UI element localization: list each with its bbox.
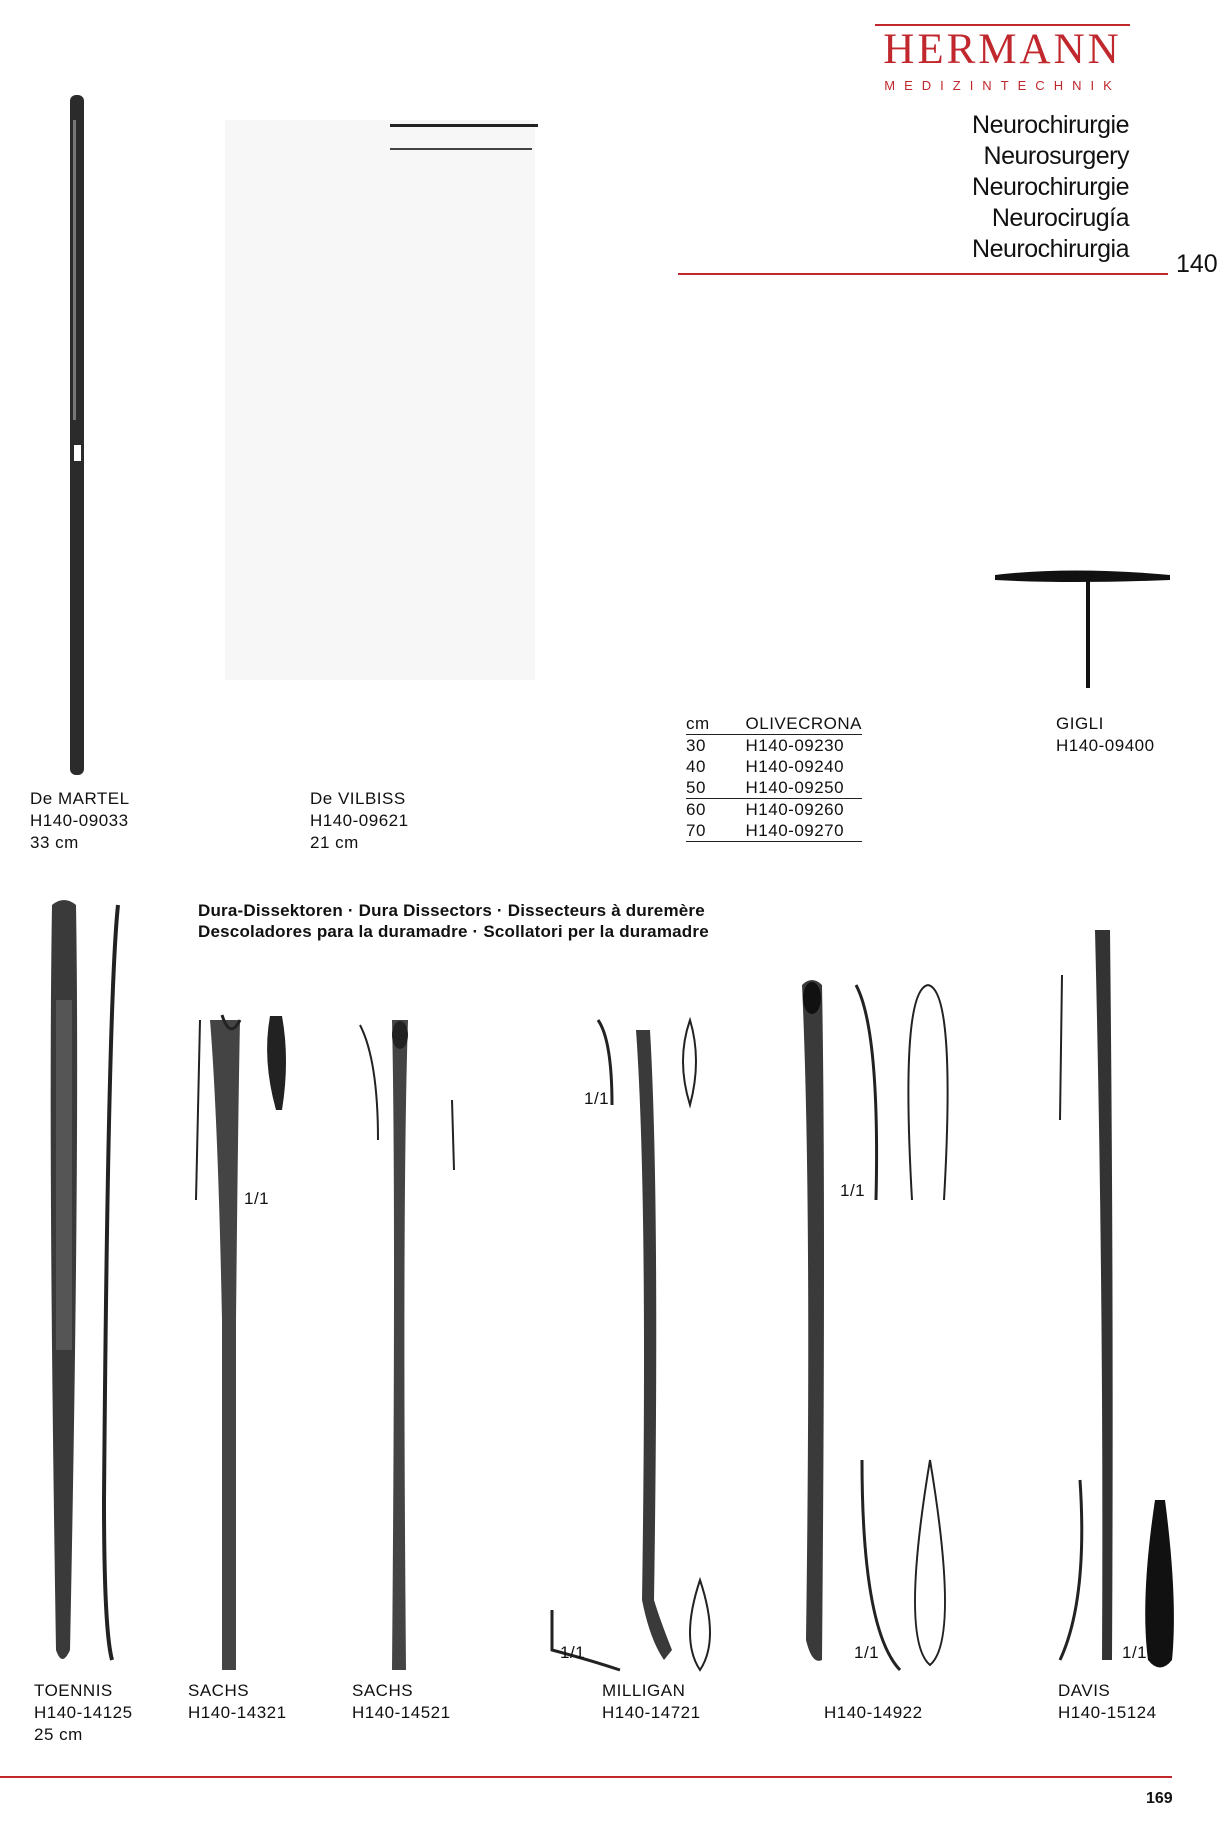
sachs-14321-instrument [196, 1015, 286, 1670]
table-cell-code: H140-09260 [745, 800, 845, 819]
section-title-en: Neurosurgery [983, 142, 1129, 170]
dura-heading-line-2: Descoladores para la duramadre · Scollatori per la duramadre [198, 922, 709, 941]
dura-heading-line-1: Dura-Dissektoren · Dura Dissectors · Dissecteurs à duremère [198, 901, 705, 920]
product-name: De VILBISS [310, 789, 406, 808]
scale-mark: 1/1 [840, 1181, 866, 1200]
page-number: 169 [1146, 1790, 1173, 1807]
table-cell-code: H140-09230 [745, 736, 845, 755]
brand-name: HERMANN [883, 26, 1122, 73]
table-row [686, 820, 862, 842]
product-sachs-14521 [352, 1680, 451, 1724]
product-size: 21 cm [310, 833, 359, 852]
toennis-instrument [51, 900, 118, 1660]
product-name: SACHS [352, 1681, 414, 1700]
product-code: H140-09033 [30, 811, 129, 830]
product-sachs-14321 [188, 1680, 287, 1724]
table-header-name: OLIVECRONA [745, 714, 862, 733]
table-cell-cm: 70 [686, 820, 746, 842]
davis-instrument [1060, 930, 1174, 1668]
sachs-14521-instrument [360, 1020, 454, 1670]
dura-dissectors-heading [198, 900, 709, 942]
table-header-row [686, 713, 862, 735]
product-code: H140-14125 [34, 1703, 133, 1722]
product-size: 25 cm [34, 1725, 83, 1744]
scale-mark: 1/1 [584, 1089, 610, 1108]
product-name: GIGLI [1056, 714, 1104, 733]
scale-mark: 1/1 [1122, 1643, 1148, 1662]
product-milligan [602, 1680, 701, 1724]
product-code: H140-14922 [824, 1703, 923, 1722]
section-title-it: Neurochirurgia [972, 235, 1129, 263]
product-de-vilbiss [310, 788, 409, 854]
product-name: DAVIS [1058, 1681, 1111, 1700]
footer-rule [0, 1776, 1172, 1778]
product-name: De MARTEL [30, 789, 130, 808]
chapter-number: 140 [1176, 250, 1218, 278]
de-martel-instrument [70, 95, 84, 775]
product-de-martel [30, 788, 130, 854]
milligan-instrument [552, 1020, 710, 1670]
section-title-fr: Neurochirurgie [972, 173, 1129, 201]
product-code: H140-09400 [1056, 736, 1155, 755]
scale-mark: 1/1 [244, 1189, 270, 1208]
scale-mark: 1/1 [560, 1643, 586, 1662]
table-cell-cm: 40 [686, 757, 706, 776]
section-title-de: Neurochirurgie [972, 111, 1129, 139]
product-toennis [34, 1680, 133, 1746]
table-cell-cm: 50 [686, 777, 746, 799]
brand-subtitle: MEDIZINTECHNIK [884, 78, 1121, 93]
table-cell-code: H140-09250 [746, 777, 862, 799]
scale-mark: 1/1 [854, 1643, 880, 1662]
product-name: SACHS [188, 1681, 250, 1700]
product-code: H140-14721 [602, 1703, 701, 1722]
table-cell-code: H140-09270 [746, 820, 862, 842]
table-row [686, 777, 862, 799]
table-row [686, 799, 862, 821]
h140-14922-instrument [802, 980, 948, 1670]
table-header-unit: cm [686, 713, 746, 735]
de-vilbiss-instrument [225, 120, 538, 680]
table-cell-code: H140-09240 [745, 757, 845, 776]
olivecrona-table [686, 713, 862, 842]
gigli-instrument [995, 571, 1170, 689]
product-code: H140-09621 [310, 811, 409, 830]
product-code: H140-14521 [352, 1703, 451, 1722]
table-cell-cm: 30 [686, 736, 706, 755]
table-row [686, 735, 862, 757]
product-code: H140-15124 [1058, 1703, 1157, 1722]
product-davis [1058, 1680, 1157, 1724]
product-name: MILLIGAN [602, 1681, 686, 1700]
product-name: TOENNIS [34, 1681, 113, 1700]
table-row [686, 756, 862, 777]
product-h140-14922 [824, 1702, 923, 1724]
product-code: H140-14321 [188, 1703, 287, 1722]
section-title-es: Neurocirugía [991, 204, 1129, 232]
product-size: 33 cm [30, 833, 79, 852]
product-gigli [1056, 713, 1155, 757]
table-cell-cm: 60 [686, 800, 706, 819]
